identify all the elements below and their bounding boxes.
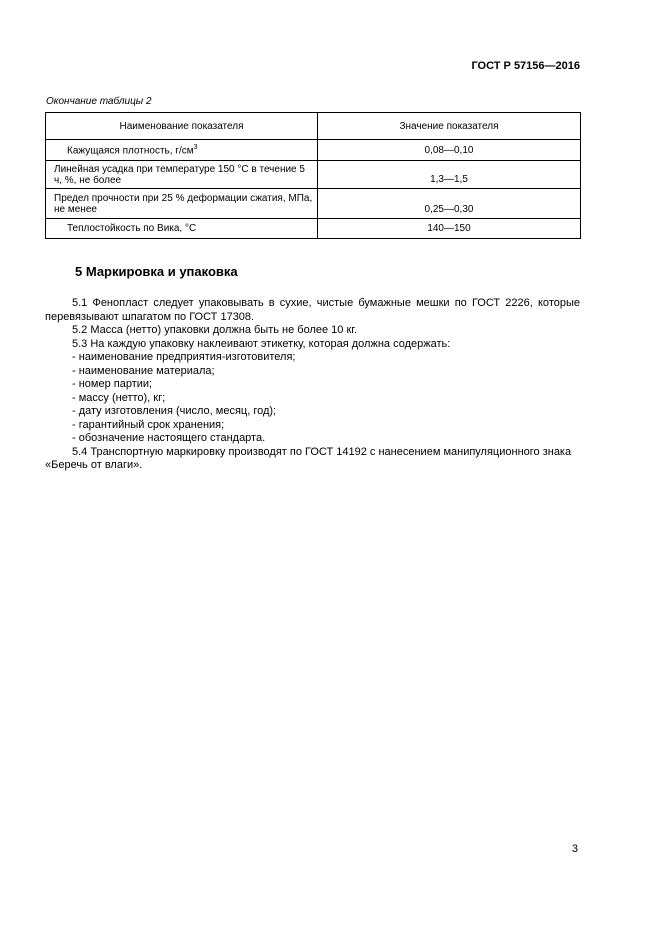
doc-code-header: ГОСТ Р 57156—2016 [471,60,580,72]
paragraph-5-2: 5.2 Масса (нетто) упаковки должна быть не более 10 кг. [72,324,358,336]
section-heading: 5 Маркировка и упаковка [75,264,238,279]
list-item: - наименование предприятия-изготовителя; [72,351,296,363]
property-name-cell [46,140,318,161]
list-item: - массу (нетто), кг; [72,391,166,404]
list-item: - наименование материала; [72,364,215,377]
page-number: 3 [571,843,578,855]
list-item: - гарантийный срок хранения; [72,418,225,431]
property-name-cell: Линейная усадка при температуре 150 °С в течение 5 ч, %, не более [46,161,318,189]
paragraph-5-3: 5.3 На каждую упаковку наклеивают этикетку, которая должна содержать: [72,337,451,350]
property-name-cell: Предел прочности при 25 % деформации сжатия, МПа, не менее [46,189,318,219]
table-row [46,161,581,189]
property-value-cell: 1,3—1,5 [318,161,581,189]
property-value-cell: 0,25—0,30 [318,189,581,219]
table-row [46,140,581,161]
table-header-name: Наименование показателя [46,113,318,140]
property-name-text: Кажущаяся плотность, г/см [67,145,194,157]
section-body [45,297,580,473]
superscript: 3 [193,143,198,151]
list-item: - номер партии; [72,378,153,390]
table-header-value: Значение показателя [318,113,581,140]
indicators-table [45,112,581,239]
property-name-cell: Теплостойкость по Вика, °С [46,219,318,239]
property-value-cell: 140—150 [318,219,581,239]
property-value-cell: 0,08—0,10 [318,140,581,161]
list-item: - дату изготовления (число, месяц, год); [72,405,277,417]
list-item: - обозначение настоящего стандарта. [72,432,266,444]
table-row [46,219,581,239]
table-caption: Окончание таблицы 2 [46,96,152,107]
table-row [46,189,581,219]
table-header-row [46,113,581,140]
paragraph-5-1: 5.1 Фенопласт следует упаковывать в сухие, чистые бумажные мешки по ГОСТ 2226, которые перевязывают шпагатом по ГОСТ 17308. [45,297,580,323]
paragraph-5-4: 5.4 Транспортную маркировку производят по ГОСТ 14192 с нанесением манипуляционного знака «Беречь от влаги». [45,445,572,471]
